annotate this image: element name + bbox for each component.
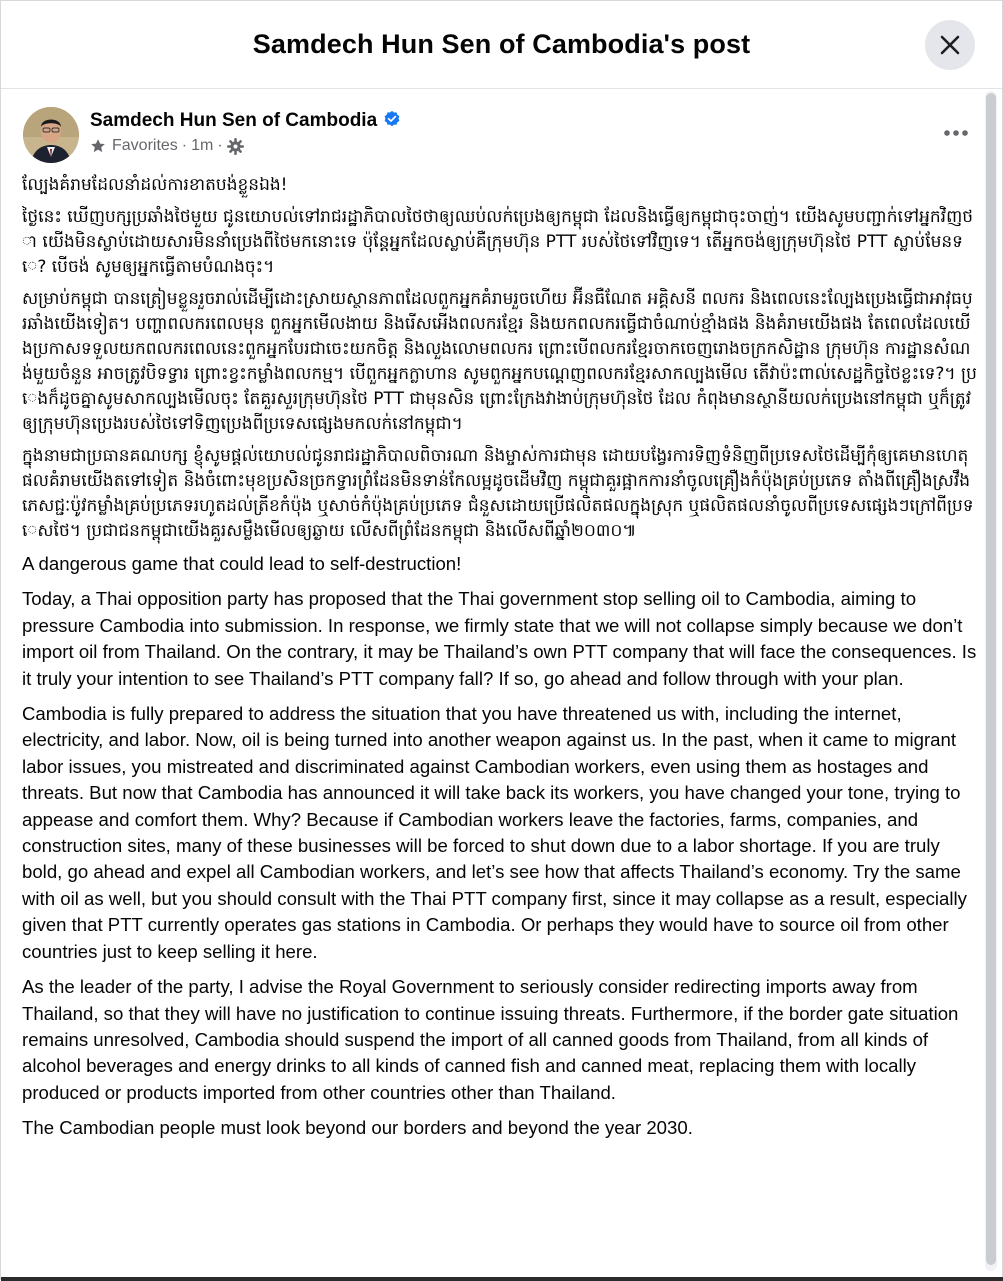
post-meta — [90, 137, 244, 155]
close-icon — [938, 33, 962, 57]
meta-separator: · — [181, 137, 188, 154]
dialog-header — [1, 1, 1002, 89]
khmer-paragraph-3: ក្នុងនាមជាប្រធានគណបក្ស ខ្ញុំសូមផ្តល់យោបល់ជូនរាជរដ្ឋាភិបាលពិចារណា និងម្ចាស់ការជាមុន ដោយបង្វែរការទិញទំនិញពីប្រទេសថៃដើម្បីកុំឲ្យគេមានហេតុផលគំរាមយើងតទៅទៀត និងចំពោះមុខប្រសិនច្រកទ្វារព្រំដែនមិនទាន់កែលម្អដូចដើមវិញ កម្ពុជាគួរផ្អាកការនាំចូលគ្រឿងកំប៉ុងគ្រប់ប្រភេទ តាំងពីគ្រឿងស្រវឹង ភេសជ្ជៈប៉ូវកម្លាំងគ្រប់ប្រភេទរហូតដល់ត្រីខកំប៉ុង ឬសាច់កំប៉ុងគ្រប់ប្រភេទ ជំនួសដោយប្រើផលិតផលក្នុងស្រុក ឬផលិតផលនាំចូលពីប្រទេសផ្សេងៗក្រៅពីប្រទេសថៃ។ ប្រជាជនកម្ពុជាយើងគួរសម្លឹងមើលឲ្យឆ្ងាយ លើសពីព្រំដែនកម្ពុជា និងលើសពីឆ្នាំ២០៣០៕ — [22, 446, 974, 541]
audience-label[interactable]: Favorites — [112, 137, 178, 154]
english-paragraph-4: The Cambodian people must look beyond our borders and beyond the year 2030. — [22, 1117, 693, 1139]
avatar-portrait-icon — [23, 107, 79, 163]
author-name-text[interactable]: Samdech Hun Sen of Cambodia — [90, 110, 378, 131]
dialog-title: Samdech Hun Sen of Cambodia's post — [252, 29, 751, 59]
post-scroll-area[interactable] — [1, 89, 1002, 1281]
khmer-title: ល្បែងគំរាមដែលនាំដល់ការខាតបង់ខ្លួនឯង! — [22, 175, 288, 195]
meta-separator-2: · — [217, 137, 223, 154]
close-button[interactable] — [925, 20, 975, 70]
english-paragraph-3: As the leader of the party, I advise the Royal Government to seriously consider redirecting imports away from Thailand, so that they will have no justification to continue issuing threats. Furthermore, if the border gate situation remains unresolved, Cambodia should suspend the import of all canned goods from Thailand, from all kinds of alcohol beverages and energy drinks to all kinds of canned fish and canned meat, replacing them with locally produced or products imported from other countries other than Thailand. — [22, 976, 959, 1103]
khmer-paragraph-2: សម្រាប់កម្ពុជា បានត្រៀមខ្លួនរួចរាល់ដើម្បីដោះស្រាយស្ថានភាពដែលពួកអ្នកគំរាមរួចហើយ អ៊ីនធឺណែត អគ្គិសនី ពលករ និងពេលនេះល្បែងប្រេងធ្វើជាអាវុធប្រឆាំងយើងទៀត។ បញ្ហាពលករពេលមុន ពួកអ្នកមើលងាយ និងរើសអើងពលករខ្មែរ និងយកពលករធ្វើជាចំណាប់ខ្មាំងផង និងគំរាមយើងផង តែពេលដែលយើងប្រកាសទទួលយកពលករពេលនេះពួកអ្នកបែរជាចេះយកចិត្ត និងលួងលោមពលករ ព្រោះបើពលករខ្មែរចាកចេញរោងចក្រកសិដ្ឋាន ក្រុមហ៊ុន ការដ្ឋានសំណង់មួយចំនួន អាចត្រូវបិទទ្វារ ព្រោះខ្វះកម្លាំងពលកម្ម។ បើពួកអ្នកក្លាហាន សូមពួកអ្នកបណ្តេញពលករខ្មែរសាកល្បងមើល តើវាប៉ះពាល់សេដ្ឋកិច្ចថៃខ្លះទេ?។ ប្រេងក៏ដូចគ្នាសូមសាកល្បងមើលចុះ តែគួរសួរក្រុមហ៊ុនថៃ PTT ជាមុនសិន ព្រោះក្រែងវាងាប់ក្រុមហ៊ុនថៃ ដែល កំពុងមានស្ថានីយលក់ប្រេងនៅកម្ពុជា ឬក៏ត្រូវឲ្យក្រុមហ៊ុនប្រេងរបស់ថៃទៅទិញប្រេងពីប្រទេសផ្សេងមកលក់នៅកម្ពុជា។ — [22, 289, 977, 434]
author-name[interactable] — [90, 110, 401, 132]
english-paragraph-2: Cambodia is fully prepared to address the situation that you have threatened us with, including the internet, electricity, and labor. Now, oil is being turned into another weapon against us. In the past, when it came to migrant labor issues, you mistreated and discriminated against Cambodian workers, even using them as hostages and threats. But now that Cambodia has announced it will take back its workers, you have changed your tone, trying to appease and comfort them. Why? Because if Cambodian workers leave the factories, farms, companies, and construction sites, many of these businesses will be forced to shut down due to a labor shortage. If you are truly bold, go ahead and expel all Cambodian workers, and let’s see how that affects Thailand’s economy. Try the same with oil as well, but you should consult with the Thai PTT company first, since it may collapse as a result, especially given that PTT currently operates gas stations in Cambodia. Or perhaps they would have to source oil from other countries just to keep selling it here. — [22, 703, 967, 962]
scrollbar-thumb[interactable] — [986, 93, 996, 1265]
english-title: A dangerous game that could lead to self-destruction! — [22, 553, 462, 574]
author-avatar[interactable] — [23, 107, 79, 163]
post-time[interactable]: 1m — [191, 137, 214, 154]
more-options-button[interactable] — [936, 119, 976, 147]
verified-badge-icon — [383, 110, 401, 128]
more-options-icon — [936, 119, 976, 147]
bottom-edge — [1, 1277, 1003, 1281]
post-body — [22, 173, 977, 1151]
khmer-paragraph-1: ថ្ងៃនេះ ឃើញបក្សប្រឆាំងថៃមួយ ជូនយោបល់ទៅរាជរដ្ឋាភិបាលថៃថាឲ្យឈប់លក់ប្រេងឲ្យកម្ពុជា ដែលនិងធ្វើឲ្យកម្ពុជាចុះចាញ់។ យើងសូមបញ្ជាក់ទៅអ្នកវិញថា យើងមិនស្លាប់ដោយសារមិននាំប្រេងពីថៃមកនោះទេ ប៉ុន្តែអ្នកដែលស្លាប់គឺក្រុមហ៊ុន PTT របស់ថៃទៅវិញទេ។ តើអ្នកចង់ឲ្យក្រុមហ៊ុនថៃ PTT ស្លាប់មែនទេ? បើចង់ សូមឲ្យអ្នកធ្វើតាមបំណងចុះ។ — [22, 207, 974, 277]
gear-icon[interactable] — [227, 138, 244, 155]
star-icon — [90, 138, 106, 154]
english-paragraph-1: Today, a Thai opposition party has proposed that the Thai government stop selling oil to Cambodia, aiming to pressure Cambodia into submission. In response, we firmly state that we will not collapse simply because we don’t import oil from Thailand. On the contrary, it may be Thailand’s own PTT company that will face the consequences. Is it truly your intention to see Thailand’s PTT company fall? If so, go ahead and follow through with your plan. — [22, 588, 977, 689]
